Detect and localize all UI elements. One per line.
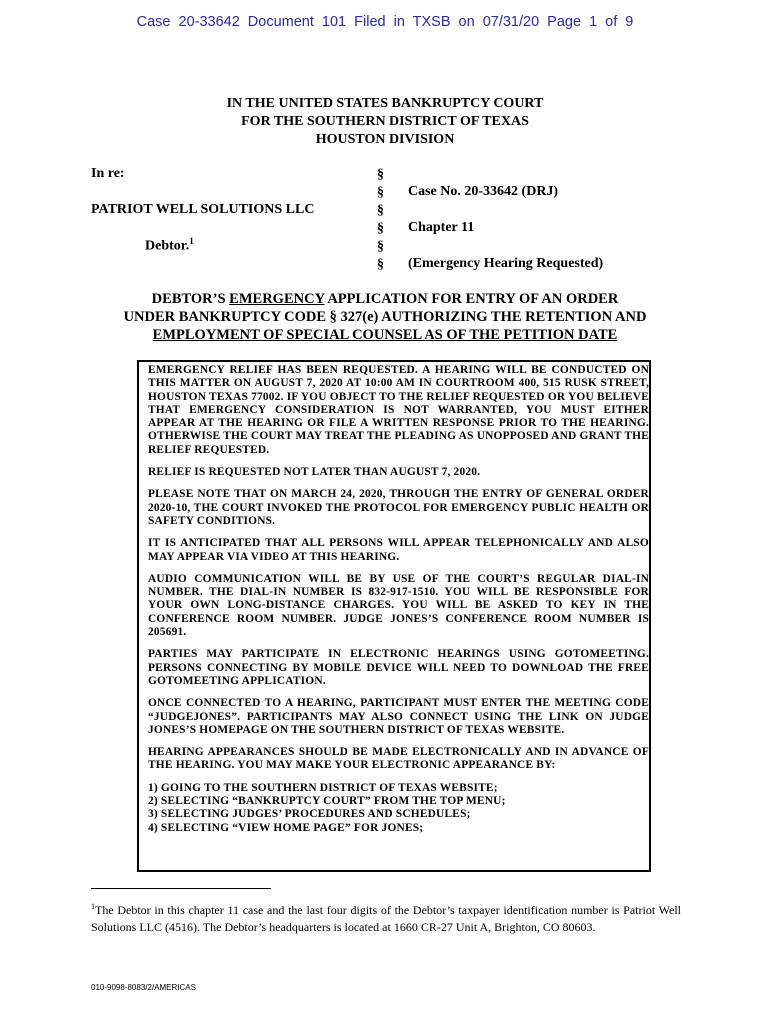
section-marks	[377, 166, 384, 274]
notice-paragraph: PLEASE NOTE THAT ON MARCH 24, 2020, THROUGH THE ENTRY OF GENERAL ORDER 2020-10, THE COURT INVOKED THE PROTOCOL FOR EMERGENCY PUBLIC HEALTH OR SAFETY CONDITIONS.	[148, 488, 649, 527]
section-mark: §	[377, 257, 384, 272]
section-mark: §	[377, 221, 384, 236]
footnote-text: The Debtor in this chapter 11 case and the last four digits of the Debtor’s taxpayer identification number is Patriot Well Solutions LLC (4516). The Debtor’s headquarters is located at 1660 CR-27 Unit A, Brighton, CO 80603.	[91, 903, 681, 934]
case-number: Case No. 20-33642 (DRJ)	[408, 184, 559, 199]
title-line-2: UNDER BANKRUPTCY CODE § 327(e) AUTHORIZING THE RETENTION AND	[123, 309, 647, 325]
filing-stamp: Case 20-33642 Document 101 Filed in TXSB on 07/31/20 Page 1 of 9	[136, 14, 634, 30]
section-mark: §	[377, 167, 384, 182]
debtor-name: PATRIOT WELL SOLUTIONS LLC	[91, 202, 315, 217]
notice-paragraph: EMERGENCY RELIEF HAS BEEN REQUESTED. A HEARING WILL BE CONDUCTED ON THIS MATTER ON AUGUST 7, 2020 AT 10:00 AM IN COURTROOM 400, 515 RUSK STREET, HOUSTON TEXAS 77002. IF YOU OBJECT TO THE RELIEF REQUESTED OR YOU BELIEVE THAT EMERGENCY CONSIDERATION IS NOT WARRANTED, YOU MUST EITHER APPEAR AT THE HEARING OR FILE A WRITTEN RESPONSE PRIOR TO THE HEARING. OTHERWISE THE COURT MAY TREAT THE PLEADING AS UNOPPOSED AND GRANT THE RELIEF REQUESTED.	[148, 364, 649, 456]
notice-paragraph: AUDIO COMMUNICATION WILL BE BY USE OF THE COURT’S REGULAR DIAL-IN NUMBER. THE DIAL-IN NUMBER IS 832-917-1510. YOU WILL BE RESPONSIBLE FOR YOUR OWN LONG-DISTANCE CHARGES. YOU WILL BE ASKED TO KEY IN THE CONFERENCE ROOM NUMBER. JUDGE JONES’S CONFERENCE ROOM NUMBER IS 205691.	[148, 572, 649, 639]
step-item: 3) SELECTING JUDGES’ PROCEDURES AND SCHEDULES;	[148, 808, 471, 821]
section-mark: §	[377, 203, 384, 218]
section-mark: §	[377, 185, 384, 200]
step-item: 4) SELECTING “VIEW HOME PAGE” FOR JONES;	[148, 821, 424, 834]
footnote	[91, 898, 681, 936]
footnote-ref: 1	[189, 236, 194, 246]
notice-paragraph: HEARING APPEARANCES SHOULD BE MADE ELECTRONICALLY AND IN ADVANCE OF THE HEARING. YOU MAY MAKE YOUR ELECTRONIC APPEARANCE BY:	[148, 746, 649, 772]
document-id: 010-9098-8083/2/AMERICAS	[91, 983, 196, 992]
notice-paragraph: PARTIES MAY PARTICIPATE IN ELECTRONIC HEARINGS USING GOTOMEETING. PERSONS CONNECTING BY MOBILE DEVICE WILL NEED TO DOWNLOAD THE FREE GOTOMEETING APPLICATION.	[148, 648, 649, 687]
in-re-label: In re:	[91, 166, 125, 181]
court-line-3: HOUSTON DIVISION	[315, 132, 455, 147]
debtor-label: Debtor.$^1$	[145, 236, 194, 254]
court-heading	[0, 95, 770, 149]
emergency-notice-box	[137, 360, 651, 872]
chapter: Chapter 11	[408, 220, 475, 235]
notice-paragraph: RELIEF IS REQUESTED NOT LATER THAN AUGUST 7, 2020.	[148, 466, 481, 479]
emergency-underlined: EMERGENCY	[229, 291, 325, 307]
section-mark: §	[377, 239, 384, 254]
footnote-mark: 1	[91, 902, 95, 911]
appearance-steps	[148, 782, 649, 835]
court-line-1: IN THE UNITED STATES BANKRUPTCY COURT	[226, 96, 544, 111]
notice-paragraph: ONCE CONNECTED TO A HEARING, PARTICIPANT MUST ENTER THE MEETING CODE “JUDGEJONES”. PARTICIPANTS MAY ALSO CONNECT USING THE LINK ON JUDGE JONES’S HOMEPAGE ON THE SOUTHERN DISTRICT OF TEXAS WEBSITE.	[148, 697, 649, 736]
footnote-divider	[91, 888, 271, 889]
court-line-2: FOR THE SOUTHERN DISTRICT OF TEXAS	[241, 114, 529, 129]
emergency-hearing-note: (Emergency Hearing Requested)	[408, 256, 604, 271]
step-item: 2) SELECTING “BANKRUPTCY COURT” FROM THE TOP MENU;	[148, 795, 506, 808]
notice-paragraph: IT IS ANTICIPATED THAT ALL PERSONS WILL APPEAR TELEPHONICALLY AND ALSO MAY APPEAR VIA VIDEO AT THIS HEARING.	[148, 537, 649, 563]
step-item: 1) GOING TO THE SOUTHERN DISTRICT OF TEXAS WEBSITE;	[148, 781, 498, 794]
title-line-1: DEBTOR’S EMERGENCY APPLICATION FOR ENTRY OF AN ORDER	[151, 291, 619, 307]
document-title	[0, 290, 770, 344]
title-line-3: EMPLOYMENT OF SPECIAL COUNSEL AS OF THE PETITION DATE	[152, 327, 618, 343]
case-caption	[0, 166, 770, 276]
